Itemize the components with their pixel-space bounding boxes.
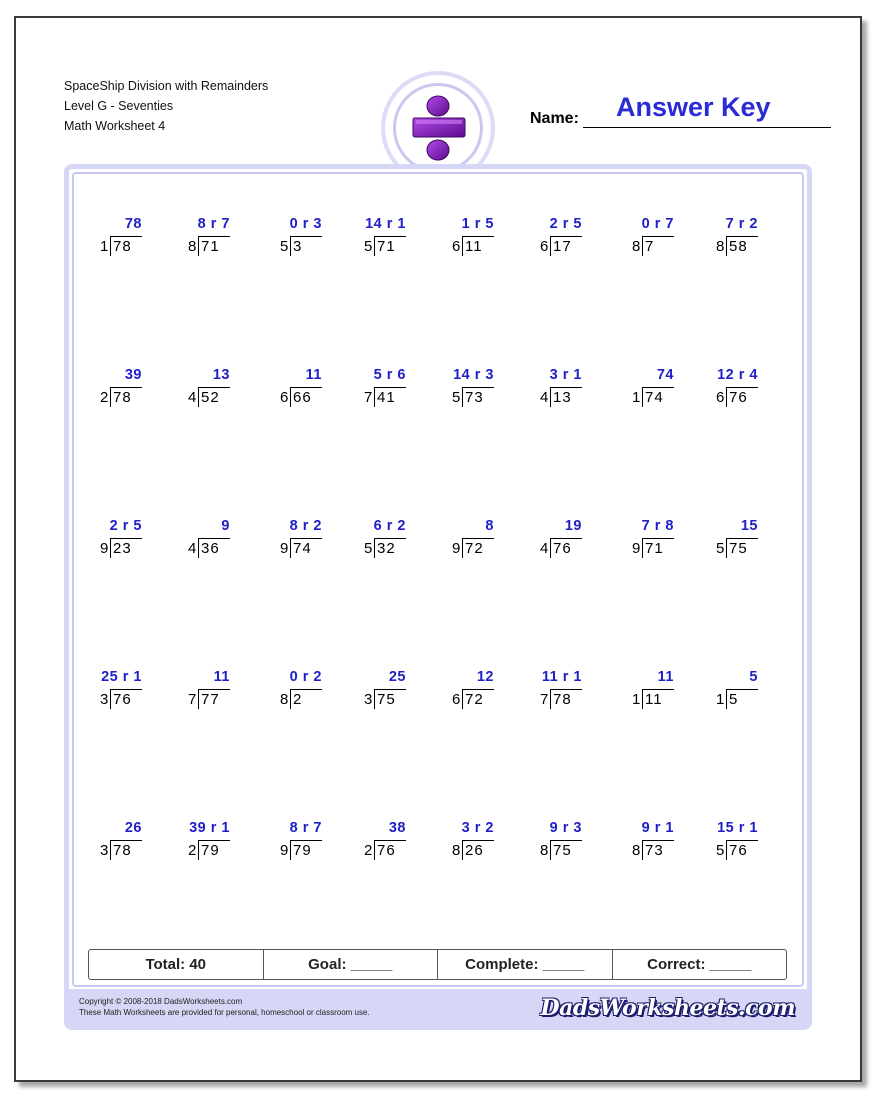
divisor: 3	[100, 842, 109, 859]
dividend: 78	[113, 842, 132, 859]
dividend: 17	[553, 238, 572, 255]
quotient-answer: 14 r 3	[453, 367, 494, 383]
quotient-answer: 3 r 2	[461, 820, 494, 836]
dividend: 26	[465, 842, 484, 859]
divisor: 6	[452, 238, 461, 255]
copyright-text: Copyright © 2008-2018 DadsWorksheets.com	[79, 997, 243, 1006]
complete-cell[interactable]: Complete: _____	[438, 950, 613, 979]
dividend: 32	[377, 540, 396, 557]
quotient-answer: 11 r 1	[541, 669, 582, 685]
answer-key-label: Answer Key	[616, 92, 771, 122]
divisor: 5	[452, 389, 461, 406]
quotient-answer: 12	[476, 669, 494, 685]
dividend: 7	[645, 238, 655, 255]
dividend: 76	[553, 540, 572, 557]
divisor: 8	[540, 842, 549, 859]
quotient-answer: 9	[221, 518, 230, 534]
divisor: 3	[100, 691, 109, 708]
copyright	[79, 996, 370, 1018]
quotient-answer: 39	[124, 367, 142, 383]
quotient-answer: 2 r 5	[549, 216, 582, 232]
dividend: 72	[465, 691, 484, 708]
worksheet-number: Math Worksheet 4	[64, 119, 166, 133]
quotient-answer: 8	[485, 518, 494, 534]
dividend: 78	[113, 238, 132, 255]
divisor: 7	[540, 691, 549, 708]
quotient-answer: 8 r 2	[289, 518, 322, 534]
dividend: 52	[201, 389, 220, 406]
dividend: 23	[113, 540, 132, 557]
name-label: Name:	[530, 110, 579, 127]
divisor: 8	[280, 691, 289, 708]
dividend: 75	[729, 540, 748, 557]
divisor: 2	[188, 842, 197, 859]
quotient-answer: 6 r 2	[373, 518, 406, 534]
worksheet-level: Level G - Seventies	[64, 99, 174, 113]
divisor: 2	[364, 842, 373, 859]
dividend: 76	[729, 842, 748, 859]
dividend: 66	[293, 389, 312, 406]
quotient-answer: 13	[212, 367, 230, 383]
dividend: 3	[293, 238, 303, 255]
quotient-answer: 12 r 4	[717, 367, 758, 383]
quotient-answer: 26	[124, 820, 142, 836]
quotient-answer: 74	[656, 367, 674, 383]
divisor: 6	[540, 238, 549, 255]
quotient-answer: 25	[388, 669, 406, 685]
dividend: 13	[553, 389, 572, 406]
dividend: 78	[553, 691, 572, 708]
quotient-answer: 9 r 1	[641, 820, 674, 836]
quotient-answer: 5 r 6	[373, 367, 406, 383]
dividend: 76	[377, 842, 396, 859]
worksheet-header	[64, 76, 268, 136]
quotient-answer: 78	[124, 216, 142, 232]
divisor: 8	[632, 842, 641, 859]
dividend: 11	[645, 691, 663, 708]
divisor: 5	[716, 540, 725, 557]
dividend: 72	[465, 540, 484, 557]
divisor: 4	[188, 389, 197, 406]
goal-cell[interactable]: Goal: _____	[264, 950, 439, 979]
quotient-answer: 0 r 2	[289, 669, 322, 685]
quotient-answer: 7 r 2	[725, 216, 758, 232]
dividend: 5	[729, 691, 739, 708]
divisor: 1	[716, 691, 725, 708]
dividend: 71	[377, 238, 396, 255]
divisor: 2	[100, 389, 109, 406]
dividend: 71	[201, 238, 220, 255]
dividend: 75	[377, 691, 396, 708]
dividend: 41	[377, 389, 396, 406]
divisor: 8	[188, 238, 197, 255]
quotient-answer: 11	[213, 669, 230, 685]
divisor: 6	[452, 691, 461, 708]
divisor: 8	[452, 842, 461, 859]
divisor: 5	[716, 842, 725, 859]
divisor: 5	[364, 540, 373, 557]
quotient-answer: 15	[740, 518, 758, 534]
quotient-answer: 2 r 5	[109, 518, 142, 534]
quotient-answer: 9 r 3	[549, 820, 582, 836]
correct-cell[interactable]: Correct: _____	[647, 956, 752, 973]
quotient-answer: 11	[305, 367, 322, 383]
divisor: 9	[280, 540, 289, 557]
quotient-answer: 25 r 1	[101, 669, 142, 685]
divisor: 1	[632, 389, 641, 406]
dividend: 74	[645, 389, 664, 406]
divisor: 9	[632, 540, 641, 557]
dividend: 75	[553, 842, 572, 859]
divisor: 1	[100, 238, 109, 255]
divisor: 3	[364, 691, 373, 708]
quotient-answer: 8 r 7	[289, 820, 322, 836]
divisor: 9	[280, 842, 289, 859]
divisor: 6	[716, 389, 725, 406]
quotient-answer: 38	[388, 820, 406, 836]
divisor: 4	[540, 389, 549, 406]
quotient-answer: 15 r 1	[717, 820, 758, 836]
divisor: 5	[364, 238, 373, 255]
dadsworksheets-logo: DadsWorksheets.com	[540, 995, 795, 1021]
quotient-answer: 0 r 7	[641, 216, 674, 232]
divisor: 8	[632, 238, 641, 255]
quotient-answer: 3 r 1	[549, 367, 582, 383]
quotient-answer: 1 r 5	[461, 216, 494, 232]
dividend: 78	[113, 389, 132, 406]
divisor: 6	[280, 389, 289, 406]
total-cell: Total: 40	[89, 950, 264, 979]
dividend: 76	[729, 389, 748, 406]
dividend: 2	[293, 691, 303, 708]
worksheet-title: SpaceShip Division with Remainders	[64, 79, 269, 93]
problem-frame	[64, 164, 812, 1030]
quotient-answer: 19	[564, 518, 582, 534]
divisor: 8	[716, 238, 725, 255]
divisor: 9	[452, 540, 461, 557]
name-field-line[interactable]	[583, 127, 831, 128]
dividend: 73	[645, 842, 664, 859]
dividend: 36	[201, 540, 220, 557]
division-sign-icon	[396, 86, 480, 170]
dividend: 11	[465, 238, 483, 255]
dividend: 77	[201, 691, 220, 708]
dividend: 76	[113, 691, 132, 708]
divisor: 5	[280, 238, 289, 255]
dividend: 74	[293, 540, 312, 557]
footer-band	[69, 989, 807, 1025]
quotient-answer: 14 r 1	[365, 216, 406, 232]
quotient-answer: 39 r 1	[189, 820, 230, 836]
quotient-answer: 7 r 8	[641, 518, 674, 534]
dividend: 79	[293, 842, 312, 859]
quotient-answer: 5	[749, 669, 758, 685]
divisor: 7	[188, 691, 197, 708]
divisor: 9	[100, 540, 109, 557]
dividend: 71	[645, 540, 664, 557]
usage-notice: These Math Worksheets are provided for personal, homeschool or classroom use.	[79, 1008, 370, 1017]
divisor: 4	[540, 540, 549, 557]
quotient-answer: 0 r 3	[289, 216, 322, 232]
quotient-answer: 8 r 7	[197, 216, 230, 232]
divisor: 4	[188, 540, 197, 557]
divisor: 7	[364, 389, 373, 406]
quotient-answer: 11	[657, 669, 674, 685]
dividend: 58	[729, 238, 748, 255]
dividend: 79	[201, 842, 220, 859]
dividend: 73	[465, 389, 484, 406]
score-row	[88, 949, 787, 980]
divisor: 1	[632, 691, 641, 708]
